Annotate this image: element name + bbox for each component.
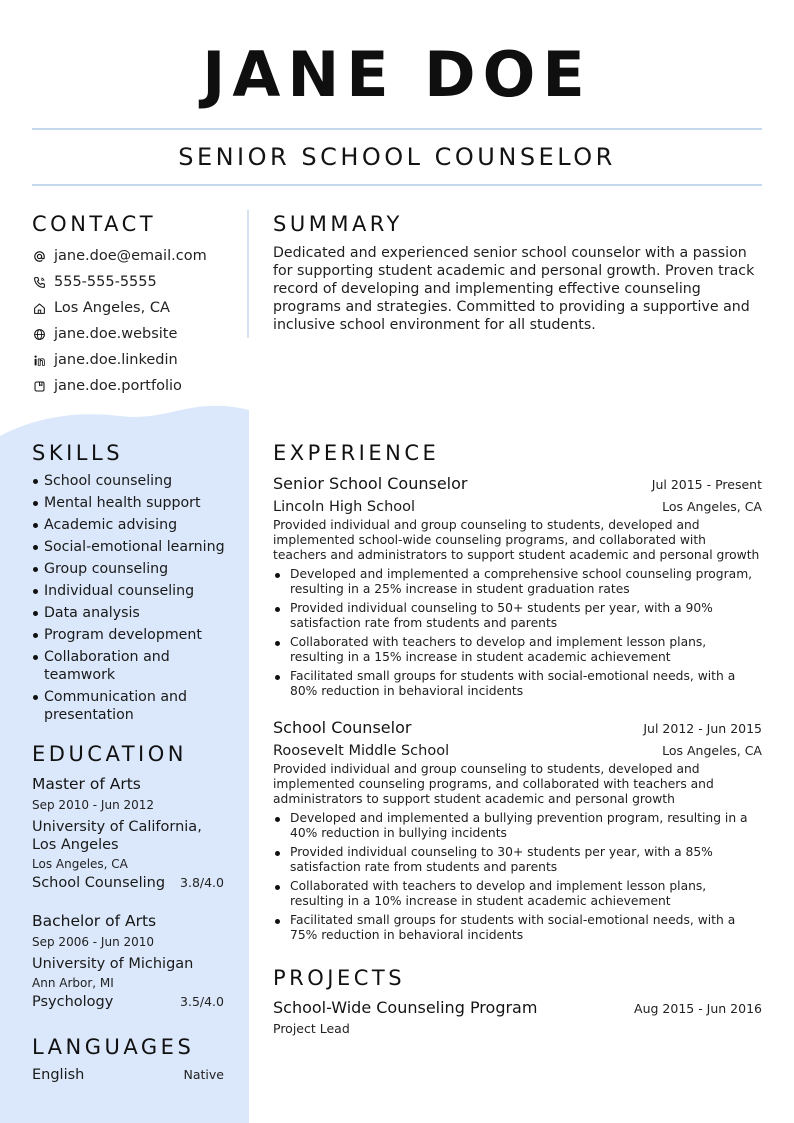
skill-item: Academic advising xyxy=(32,516,237,534)
language-name: English xyxy=(32,1067,85,1083)
education-field: Psychology xyxy=(32,994,114,1010)
project-role: Project Lead xyxy=(273,1021,350,1036)
globe-icon xyxy=(32,327,46,341)
job-achievement: Provided individual counseling to 30+ students per year, with a 85% satisfaction rate from students and parents xyxy=(273,845,762,875)
header-top-divider xyxy=(32,128,762,130)
education-entry xyxy=(32,911,224,1010)
job-achievements xyxy=(273,811,762,943)
job-description: Provided individual and group counseling to students, developed and implemented counseling programs, and collaborated with teachers and administrators to support student academic and personal growth xyxy=(273,762,714,806)
projects-heading: PROJECTS xyxy=(273,966,406,990)
language-item xyxy=(32,1067,224,1083)
job-company-row xyxy=(273,742,762,760)
education-entry xyxy=(32,774,224,891)
contact-location-text: Los Angeles, CA xyxy=(54,300,170,316)
education-location: Los Angeles, CA xyxy=(32,857,128,871)
contact-website[interactable] xyxy=(32,321,237,347)
job-company-row xyxy=(273,498,762,516)
education-field-row xyxy=(32,875,224,891)
skill-item: Program development xyxy=(32,626,237,644)
contact-linkedin-text: jane.doe.linkedin xyxy=(54,352,178,368)
skill-item: Data analysis xyxy=(32,604,237,622)
contact-email[interactable] xyxy=(32,243,237,269)
job-title: School Counselor xyxy=(273,718,412,737)
job-location: Los Angeles, CA xyxy=(662,743,762,758)
resume-name: JANE DOE xyxy=(202,38,592,111)
job-company: Lincoln High School xyxy=(273,499,416,515)
job-location: Los Angeles, CA xyxy=(662,499,762,514)
languages-heading: LANGUAGES xyxy=(32,1035,195,1059)
skill-item: Mental health support xyxy=(32,494,237,512)
job-achievement: Facilitated small groups for students with social-emotional needs, with a 75% reduction in behavioral incidents xyxy=(273,913,762,943)
project-dates: Aug 2015 - Jun 2016 xyxy=(634,1001,762,1016)
header-bottom-divider xyxy=(32,184,762,186)
experience-entry xyxy=(273,474,762,703)
job-achievement: Developed and implemented a bullying prevention program, resulting in a 40% reduction in bullying incidents xyxy=(273,811,762,841)
language-level: Native xyxy=(183,1067,224,1082)
job-achievement: Developed and implemented a comprehensive school counseling program, resulting in a 25% increase in student graduation rates xyxy=(273,567,762,597)
contact-linkedin[interactable] xyxy=(32,347,237,373)
education-location: Ann Arbor, MI xyxy=(32,976,114,990)
education-dates: Sep 2006 - Jun 2010 xyxy=(32,935,155,949)
contact-portfolio[interactable] xyxy=(32,373,237,399)
linkedin-icon xyxy=(32,353,46,367)
job-achievement: Collaborated with teachers to develop and implement lesson plans, resulting in a 10% increase in student academic achievement xyxy=(273,879,762,909)
education-field: School Counseling xyxy=(32,875,166,891)
project-entry xyxy=(273,998,762,1036)
job-description: Provided individual and group counseling to students, developed and implemented school-wide counseling programs, and collaborated with teachers and administrators to support student academic and personal growth xyxy=(273,518,760,562)
project-title: School-Wide Counseling Program xyxy=(273,998,538,1017)
at-icon xyxy=(32,249,46,263)
contact-list xyxy=(32,243,237,399)
resume-job-title: SENIOR SCHOOL COUNSELOR xyxy=(178,143,616,171)
contact-phone-text: 555-555-5555 xyxy=(54,274,157,290)
job-title-row xyxy=(273,474,762,494)
experience-entry xyxy=(273,718,762,947)
job-company: Roosevelt Middle School xyxy=(273,743,450,759)
home-icon xyxy=(32,301,46,315)
job-title-row xyxy=(273,718,762,738)
education-gpa: 3.8/4.0 xyxy=(180,875,224,890)
education-dates: Sep 2010 - Jun 2012 xyxy=(32,798,155,812)
education-degree: Bachelor of Arts xyxy=(32,912,157,930)
skill-item: Collaboration and teamwork xyxy=(32,648,237,684)
skill-item: Group counseling xyxy=(32,560,237,578)
education-school: University of Michigan xyxy=(32,956,194,972)
phone-icon xyxy=(32,275,46,289)
education-degree: Master of Arts xyxy=(32,775,141,793)
education-gpa: 3.5/4.0 xyxy=(180,994,224,1009)
contact-location xyxy=(32,295,237,321)
education-school: University of California, Los Angeles xyxy=(32,819,202,853)
column-divider xyxy=(247,210,249,338)
contact-website-text: jane.doe.website xyxy=(54,326,178,342)
summary-heading: SUMMARY xyxy=(273,212,403,236)
job-title: Senior School Counselor xyxy=(273,474,468,493)
contact-email-text: jane.doe@email.com xyxy=(54,248,207,264)
contact-heading: CONTACT xyxy=(32,212,157,236)
education-field-row xyxy=(32,994,224,1010)
job-dates: Jul 2015 - Present xyxy=(651,477,762,492)
contact-portfolio-text: jane.doe.portfolio xyxy=(54,378,182,394)
job-achievement: Facilitated small groups for students with social-emotional needs, with a 80% reduction in behavioral incidents xyxy=(273,669,762,699)
portfolio-icon xyxy=(32,379,46,393)
summary-text: Dedicated and experienced senior school counselor with a passion for supporting student academic and personal growth. Proven track record of developing and implementing effective counseling programs and strategies. Committed to providing a supportive and inclusive school environment for all students. xyxy=(273,245,755,333)
project-title-row xyxy=(273,998,762,1017)
experience-heading: EXPERIENCE xyxy=(273,441,440,465)
skill-item: School counseling xyxy=(32,472,237,490)
skill-item: Communication and presentation xyxy=(32,688,237,724)
job-achievement: Provided individual counseling to 50+ students per year, with a 90% satisfaction rate from students and parents xyxy=(273,601,762,631)
skills-heading: SKILLS xyxy=(32,441,124,465)
job-achievement: Collaborated with teachers to develop and implement lesson plans, resulting in a 15% increase in student academic achievement xyxy=(273,635,762,665)
skill-item: Individual counseling xyxy=(32,582,237,600)
education-heading: EDUCATION xyxy=(32,742,187,766)
contact-phone[interactable] xyxy=(32,269,237,295)
job-dates: Jul 2012 - Jun 2015 xyxy=(643,721,762,736)
skills-list xyxy=(32,472,237,728)
skill-item: Social-emotional learning xyxy=(32,538,237,556)
job-achievements xyxy=(273,567,762,699)
